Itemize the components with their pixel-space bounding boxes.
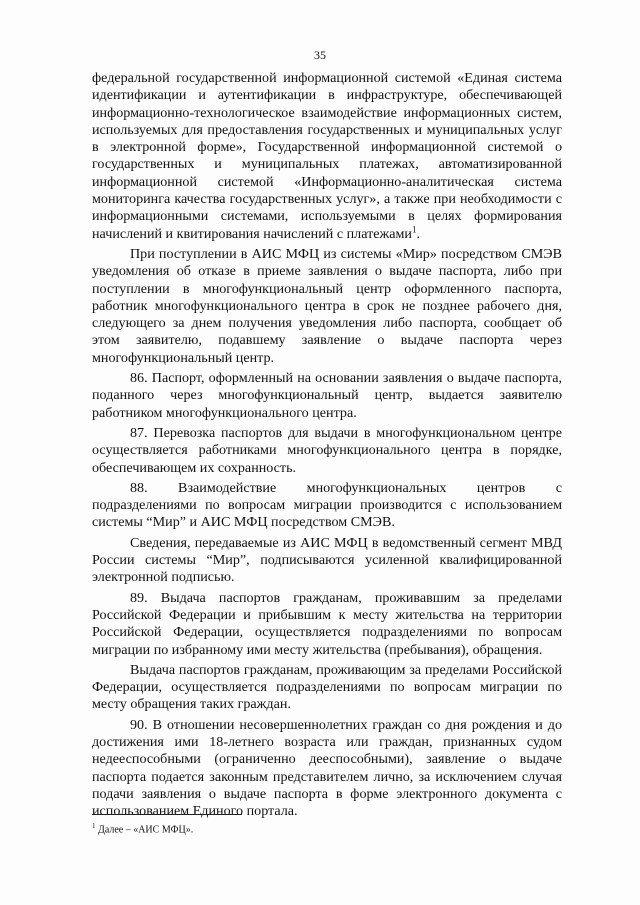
paragraph-87: 87. Перевозка паспортов для выдачи в многофункциональном центре осуществляется работниками многофункционального центра в порядке, обеспечивающем их сохранность. [92,424,562,476]
paragraph: При поступлении в АИС МФЦ из системы «Мир» посредством СМЭВ уведомления об отказе в приеме заявления о выдаче паспорта, либо при поступлении в многофункциональный центр оформленного паспорта, работник многофункционального центра в срок не позднее рабочего дня, следующего за днем получения уведомления либо паспорта, сообщает об этом заявителю, подавшему заявление о выдаче паспорта через многофункциональный центр. [92,245,562,366]
paragraph-text: федеральной государственной информационной системой «Единая система идентификации и аутентификации в инфраструктуре, обеспечивающей информационно-технологическое взаимодействие информационных систем, используемых для предоставления государственных и муниципальных услуг в электронной форме», Государственной информационной системой о государственных и муниципальных платежах, автоматизированной информационной системой «Информационно-аналитическая система мониторинга качества государственных услуг», а также при необходимости с информационными системами, используемыми в целях формирования начислений и квитирования начислений с платежами [92,70,562,242]
paragraph-89: 89. Выдача паспортов гражданам, проживавшим за пределами Российской Федерации и прибывшим к месту жительства на территории Российской Федерации, осуществляется подразделениями по вопросам миграции по избранному ими месту жительства (пребывания), обращения. [92,589,562,658]
paragraph-continued: федеральной государственной информационной системой «Единая система идентификации и аутентификации в инфраструктуре, обеспечивающей информационно-технологическое взаимодействие информационных систем, используемых для предоставления государственных и муниципальных услуг в электронной форме», Государственной информационной системой о государственных и муниципальных платежах, автоматизированной информационной системой «Информационно-аналитическая система мониторинга качества государственных услуг», а также при необходимости с информационными системами, используемыми в целях формирования начислений и квитирования начислений с платежами$^1$. [92,70,562,242]
footnote-text: Далее – «АИС МФЦ». [98,824,194,836]
paragraph: Сведения, передаваемые из АИС МФЦ в ведомственный сегмент МВД России системы “Мир”, подписываются усиленной квалифицированной электронной подписью. [92,534,562,586]
footnote [92,820,193,836]
paragraph-90: 90. В отношении несовершеннолетних граждан со дня рождения и до достижения ими 18-летнего возраста или граждан, признанных судом недееспособными (ограниченно дееспособными), заявление о выдаче паспорта подается законным представителем лично, за исключением случая подачи заявления о выдаче паспорта в форме электронного документа с использованием Единого портала. [92,716,562,820]
document-body [92,70,562,820]
paragraph-86: 86. Паспорт, оформленный на основании заявления о выдаче паспорта, поданного через многофункциональный центр, выдается заявителю работником многофункционального центра. [92,370,562,421]
footnote-divider [92,814,242,815]
page-number: 35 [314,48,326,62]
paragraph-88: 88. Взаимодействие многофункциональных центров с подразделениями по вопросам миграции производится с использованием системы “Мир” и АИС МФЦ посредством СМЭВ. [92,479,562,531]
paragraph: Выдача паспортов гражданам, проживающим за пределами Российской Федерации, осуществляется подразделениями по вопросам миграции по месту обращения таких граждан. [92,661,562,713]
footnote-reference: 1 [411,223,417,234]
footnote-mark: 1 [92,822,96,830]
